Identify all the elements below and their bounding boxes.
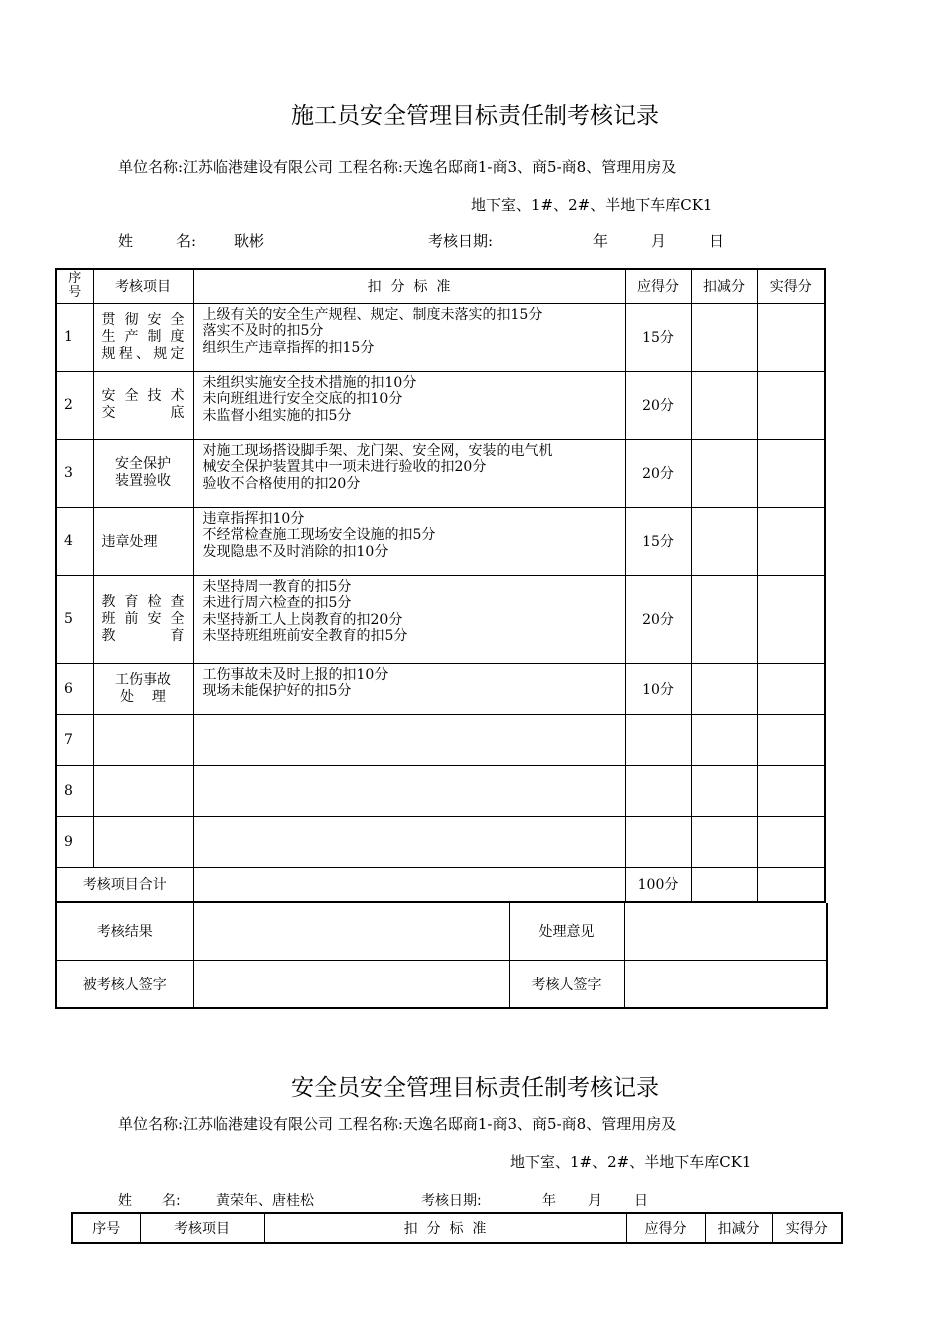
table-row: [56, 575, 825, 663]
row-item-line: 处 理: [120, 688, 166, 705]
total-actual-cell[interactable]: [757, 867, 825, 902]
form2-name-label: 姓: [118, 1193, 132, 1209]
form2-date-label: 考核日期:: [421, 1193, 482, 1209]
total-row: [56, 867, 825, 902]
table-row: [56, 439, 825, 507]
std-line: 未向班组进行安全交底的扣10分: [202, 391, 403, 407]
table-row: [56, 303, 825, 371]
form2-project-cont: 地下室、1#、2#、半地下车库CK1: [510, 1153, 752, 1171]
header-standard: 扣 分 标 准: [264, 1213, 626, 1243]
std-line: 未坚持班组班前安全教育的扣5分: [202, 628, 408, 644]
examiner-sign-field[interactable]: [624, 960, 827, 1008]
header-seq: 序号: [72, 1213, 140, 1243]
row-item-line: 装置验收: [115, 473, 171, 489]
row-item-line: 贯彻安全: [101, 311, 185, 328]
row-standard[interactable]: [193, 765, 625, 816]
std-line: 械安全保护装置其中一项未进行验收的扣20分: [202, 459, 487, 475]
row-score: 15分: [625, 303, 691, 371]
std-line: 工伤事故未及时上报的扣10分: [202, 666, 389, 683]
row-standard[interactable]: [193, 816, 625, 867]
header-deduct: 扣减分: [705, 1213, 772, 1243]
std-line: 未进行周六检查的扣5分: [202, 595, 352, 611]
row-item[interactable]: [93, 765, 193, 816]
std-line: 违章指挥扣10分: [202, 510, 305, 527]
row-item-line: 安全技术: [101, 388, 185, 404]
form1-header-row: [56, 269, 825, 303]
result-field[interactable]: [193, 903, 509, 960]
row-number: 4: [56, 507, 93, 575]
result-row: [56, 903, 827, 960]
form1-name-value: 耿彬: [234, 232, 265, 250]
row-number: 6: [56, 663, 93, 714]
form1-title: 施工员安全管理目标责任制考核记录: [291, 103, 659, 129]
form1-date-year: 年: [593, 232, 609, 250]
row-standard: [193, 303, 625, 371]
std-line: 未监督小组实施的扣5分: [202, 407, 352, 424]
row-item-line: 生产制度: [101, 328, 185, 345]
row-actual-cell[interactable]: [757, 439, 825, 507]
table-row: [56, 663, 825, 714]
row-score[interactable]: [625, 816, 691, 867]
std-line: 对施工现场搭设脚手架、龙门架、安全网，安装的电气机: [202, 442, 553, 459]
row-actual-cell[interactable]: [757, 765, 825, 816]
header-actual: 实得分: [772, 1213, 842, 1243]
std-line: 发现隐患不及时消除的扣10分: [202, 543, 389, 560]
row-item: [93, 507, 193, 575]
row-number: 8: [56, 765, 93, 816]
row-score: 20分: [625, 575, 691, 663]
form1-table: [55, 268, 826, 903]
form2-name-value: 黄荣年、唐桂松: [216, 1193, 314, 1209]
form2-name-label2: 名:: [162, 1193, 181, 1209]
row-item: [93, 439, 193, 507]
form2-date-year: 年: [542, 1193, 556, 1209]
total-standard-cell[interactable]: [193, 867, 625, 902]
row-item-line: 交 底: [101, 405, 185, 421]
row-standard: [193, 507, 625, 575]
form2-unit-line: 单位名称:江苏临港建设有限公司 工程名称:天逸名邸商1-商3、商5-商8、管理用房及: [118, 1115, 677, 1133]
row-score: 10分: [625, 663, 691, 714]
total-deduct-cell[interactable]: [691, 867, 757, 902]
row-item-line: 规程、规定: [101, 345, 185, 362]
form1-name-label: 姓: [118, 232, 134, 250]
row-deduct-cell[interactable]: [691, 371, 757, 439]
row-deduct-cell[interactable]: [691, 439, 757, 507]
row-actual-cell[interactable]: [757, 663, 825, 714]
row-item-line: 教 育: [101, 627, 185, 644]
form2-date-month: 月: [588, 1193, 602, 1209]
row-standard: [193, 663, 625, 714]
header-seq-text: 序号: [68, 271, 82, 301]
std-line: 不经常检查施工现场安全设施的扣5分: [202, 527, 436, 543]
form1-name-label2: 名:: [176, 232, 197, 250]
header-item: 考核项目: [140, 1213, 264, 1243]
row-item[interactable]: [93, 816, 193, 867]
std-line: 上级有关的安全生产规程、规定、制度未落实的扣15分: [202, 306, 543, 323]
examinee-sign-label: 被考核人签字: [56, 960, 193, 1008]
result-label: 考核结果: [56, 903, 193, 960]
row-score[interactable]: [625, 714, 691, 765]
row-item-line: 违章处理: [101, 534, 158, 550]
row-deduct-cell[interactable]: [691, 714, 757, 765]
std-line: 未坚持新工人上岗教育的扣20分: [202, 611, 403, 628]
header-due: 应得分: [625, 269, 691, 303]
examiner-sign-label: 考核人签字: [509, 960, 624, 1008]
row-actual-cell[interactable]: [757, 575, 825, 663]
row-item-line: 班前安全: [101, 610, 185, 627]
row-actual-cell[interactable]: [757, 714, 825, 765]
form1-project-cont: 地下室、1#、2#、半地下车库CK1: [471, 196, 713, 214]
row-deduct-cell[interactable]: [691, 575, 757, 663]
row-standard: [193, 371, 625, 439]
row-item: [93, 663, 193, 714]
std-line: 未坚持周一教育的扣5分: [202, 578, 352, 595]
header-item: 考核项目: [93, 269, 193, 303]
row-score: 20分: [625, 439, 691, 507]
total-score: 100分: [625, 867, 691, 902]
header-due: 应得分: [626, 1213, 705, 1243]
table-row: [56, 765, 825, 816]
row-deduct-cell[interactable]: [691, 303, 757, 371]
row-number: 5: [56, 575, 93, 663]
form1-result-table: [55, 903, 828, 1009]
row-item: [93, 303, 193, 371]
row-standard: [193, 439, 625, 507]
row-actual-cell[interactable]: [757, 371, 825, 439]
row-number: 9: [56, 816, 93, 867]
std-line: 组织生产违章指挥的扣15分: [202, 339, 375, 356]
row-actual-cell[interactable]: [757, 816, 825, 867]
header-seq: [56, 269, 93, 303]
row-deduct-cell[interactable]: [691, 765, 757, 816]
row-number: 1: [56, 303, 93, 371]
row-item: [93, 371, 193, 439]
form2-table: [71, 1212, 843, 1244]
row-standard[interactable]: [193, 714, 625, 765]
row-standard: [193, 575, 625, 663]
form1-unit-line: 单位名称:江苏临港建设有限公司 工程名称:天逸名邸商1-商3、商5-商8、管理用房及: [118, 158, 677, 176]
row-item-line: 工伤事故: [115, 671, 171, 688]
row-item[interactable]: [93, 714, 193, 765]
std-line: 落实不及时的扣5分: [202, 323, 324, 339]
row-score: 20分: [625, 371, 691, 439]
opinion-field[interactable]: [624, 903, 827, 960]
form2-header-row: [72, 1213, 842, 1243]
row-actual-cell[interactable]: [757, 303, 825, 371]
form1-date-month: 月: [651, 232, 667, 250]
std-line: 未组织实施安全技术措施的扣10分: [202, 374, 417, 391]
form2-title: 安全员安全管理目标责任制考核记录: [291, 1075, 659, 1101]
std-line: 现场未能保护好的扣5分: [202, 683, 352, 699]
row-number: 7: [56, 714, 93, 765]
std-line: 验收不合格使用的扣20分: [202, 475, 361, 492]
signature-row: [56, 960, 827, 1008]
row-number: 2: [56, 371, 93, 439]
total-label: 考核项目合计: [56, 867, 193, 902]
table-row: [56, 816, 825, 867]
row-deduct-cell[interactable]: [691, 816, 757, 867]
row-score: 15分: [625, 507, 691, 575]
form1-date-label: 考核日期:: [428, 232, 494, 250]
row-score[interactable]: [625, 765, 691, 816]
form2-date-day: 日: [634, 1193, 648, 1209]
opinion-label: 处理意见: [509, 903, 624, 960]
table-row: [56, 507, 825, 575]
row-deduct-cell[interactable]: [691, 663, 757, 714]
form1-date-day: 日: [709, 232, 725, 250]
row-item-line: 安全保护: [115, 456, 171, 472]
row-item-line: 教育检查: [101, 593, 185, 610]
row-deduct-cell[interactable]: [691, 507, 757, 575]
header-actual: 实得分: [757, 269, 825, 303]
row-actual-cell[interactable]: [757, 507, 825, 575]
row-item: [93, 575, 193, 663]
table-row: [56, 371, 825, 439]
row-number: 3: [56, 439, 93, 507]
table-row: [56, 714, 825, 765]
examinee-sign-field[interactable]: [193, 960, 509, 1008]
header-deduct: 扣减分: [691, 269, 757, 303]
header-standard: 扣 分 标 准: [193, 269, 625, 303]
